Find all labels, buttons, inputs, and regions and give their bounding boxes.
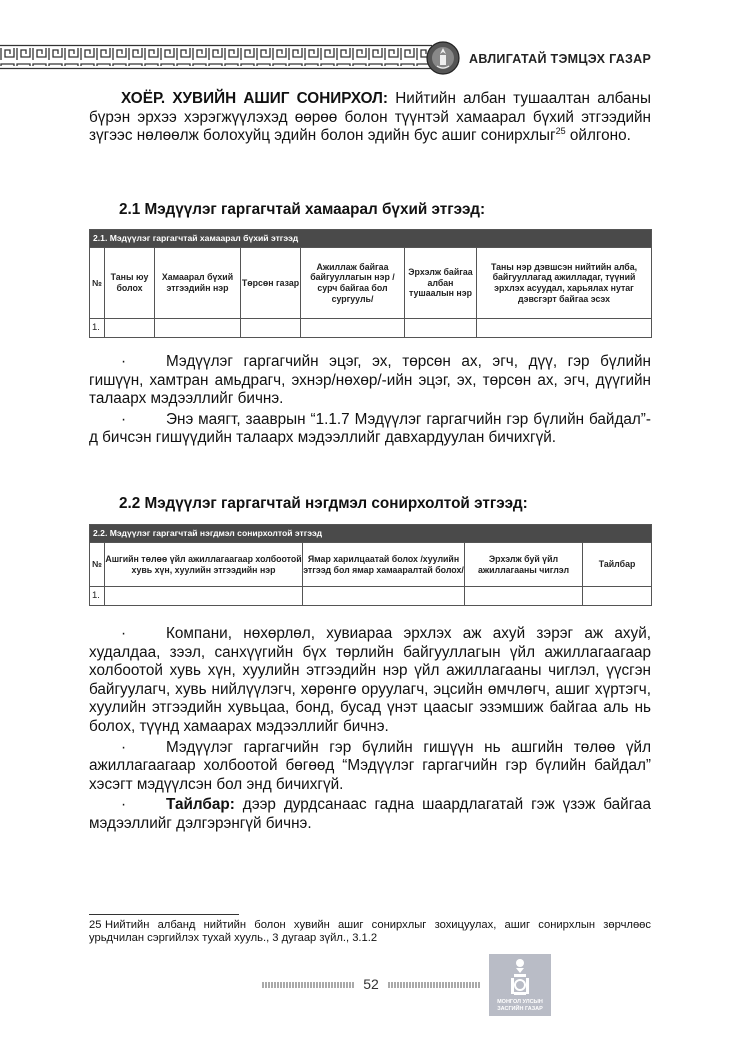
table-header-row <box>90 248 652 319</box>
footnote-divider <box>89 914 239 915</box>
header-cell: Ашгийн төлөө үйл ажиллагаагаар холбоотой хувь хүн, хуулийн этгээдийн нэр <box>105 543 303 587</box>
page-footer <box>262 976 480 994</box>
row-number: 1. <box>90 319 105 338</box>
table-row <box>90 587 652 606</box>
footnote-number: 25 <box>89 919 102 931</box>
input-cell[interactable] <box>583 587 652 606</box>
section-2-1-heading: 2.1 Мэдүүлэг гаргагчтай хамаарал бүхий этгээд: <box>119 201 486 218</box>
bullet-dot: · <box>121 738 127 756</box>
input-cell[interactable] <box>155 319 241 338</box>
intro-section <box>89 90 651 146</box>
intro-lead: ХОЁР. ХУВИЙН АШИГ СОНИРХОЛ: <box>121 90 389 107</box>
input-cell[interactable] <box>465 587 583 606</box>
section-2-1 <box>89 201 651 219</box>
page-number: 52 <box>363 976 379 992</box>
row-number: 1. <box>90 587 105 606</box>
footnote <box>89 919 651 945</box>
section-2-2 <box>89 495 651 513</box>
bullet-dot: · <box>121 353 127 370</box>
footnote-text: Нийтийн албанд нийтийн болон хувийн ашиг сонирхлыг зохицуулах, ашиг сонирхлын зөрчлөөс урьдчилан сэргийлэх тухай хууль., 3 дугаар зүйл., 3.1.2 <box>89 919 651 944</box>
header-cell: Эрхэлж байгаа албан тушаалын нэр <box>405 248 477 319</box>
bullet-dot: · <box>121 625 127 642</box>
table-2-2-caption: 2.2. Мэдүүлэг гаргагчтай нэгдмэл сонирхолтой этгээд <box>90 525 652 543</box>
page-rule-right <box>388 982 480 988</box>
state-emblem-icon <box>426 40 460 76</box>
government-logo-text <box>489 999 551 1012</box>
header-cell: Таны юу болох <box>105 248 155 319</box>
header-cell: Эрхэлж буй үйл ажиллагааны чиглэл <box>465 543 583 587</box>
footnote-ref[interactable]: 25 <box>555 126 566 137</box>
table-row <box>90 319 652 338</box>
note-label: Тайлбар: <box>166 796 235 814</box>
bullet-dot: · <box>121 796 127 814</box>
logo-line-2: ЗАСГИЙН ГАЗАР <box>497 1005 543 1012</box>
bullet-dot: · <box>121 410 127 428</box>
meander-pattern-icon <box>0 44 432 70</box>
header-cell: Ажиллаж байгаа байгууллагын нэр /сурч байгаа бол сургууль/ <box>301 248 405 319</box>
table-2-1-wrap <box>89 229 651 338</box>
page-rule-left <box>262 982 354 988</box>
input-cell[interactable] <box>301 319 405 338</box>
agency-name: АВЛИГАТАЙ ТЭМЦЭХ ГАЗАР <box>469 52 652 66</box>
list-item <box>89 353 651 409</box>
header-cell: № <box>90 248 105 319</box>
intro-paragraph <box>89 90 651 146</box>
header-cell: Ямар харилцаатай болох /хуулийн этгээд бол ямар хамааралтай болох/ <box>303 543 465 587</box>
intro-text: Нийтийн албан тушаалтан албаны бүрэн эрхээ хэрэгжүүлэхэд өөрөө болон түүнтэй хамаарал бүхий этгээдийн зүгээс нөлөөлж болохуйц эдийн болон эдийн бус ашиг сонирхлыг <box>89 90 651 145</box>
government-logo <box>489 954 551 1016</box>
logo-line-1: МОНГОЛ УЛСЫН <box>497 999 543 1005</box>
header-cell: Төрсөн газар <box>241 248 301 319</box>
section-2-1-bullets <box>89 353 651 448</box>
input-cell[interactable] <box>477 319 652 338</box>
bullet-text: Компани, нөхөрлөл, хувиараа эрхлэх аж ахуй зэрэг аж ахуй, худалдаа, зээл, санхүүгийн бүх төрлийн байгууллагын үйл ажиллагаагаар холбоотой хувь хүн, хуулийн этгээдийн нэр үйл ажиллагааны чиглэл, үүсгэн байгуулагч, хувь нийлүүлэгч, хөрөнгө оруулагч, эцсийн өмчлөгч, ашиг хүртэгч, хуулийн этгээдийн хувьцаа, бонд, бусад үнэт цаасыг эзэмшиж байгаа аль нь болох, түүнд хамаарах мэдээллийг бичнэ. <box>89 625 651 735</box>
header-ornament-band <box>0 44 432 70</box>
input-cell[interactable] <box>105 587 303 606</box>
table-2-1-caption: 2.1. Мэдүүлэг гаргагчтай хамаарал бүхий этгээд <box>90 230 652 248</box>
list-item <box>89 625 651 737</box>
bullet-text: Мэдүүлэг гаргагчийн гэр бүлийн гишүүн нь ашгийн төлөө үйл ажиллагаагаар холбоотой бөгөөд “Мэдүүлэг гаргагчийн гэр бүлийн байдал” хэсэгт мэдүүлсэн бол энд бичихгүй. <box>89 738 651 793</box>
header-cell: Тайлбар <box>583 543 652 587</box>
table-2-2-wrap <box>89 524 651 606</box>
header-cell: № <box>90 543 105 587</box>
input-cell[interactable] <box>405 319 477 338</box>
bullet-text: Энэ маягт, зааврын “1.1.7 Мэдүүлэг гаргагчийн гэр бүлийн байдал”-д бичсэн гишүүдийн талаарх мэдээллийг давхардуулан бичихгүй. <box>89 410 651 447</box>
header-cell: Хамаарал бүхий этгээдийн нэр <box>155 248 241 319</box>
list-item <box>89 739 651 795</box>
note-text: дээр дурдсанаас гадна шаардлагатай гэж үзэж байгаа мэдээллийг дэлгэрэнгүй бичнэ. <box>89 796 651 832</box>
input-cell[interactable] <box>303 587 465 606</box>
list-item <box>89 411 651 448</box>
input-cell[interactable] <box>241 319 301 338</box>
note-item <box>89 796 651 833</box>
bullet-text: Мэдүүлэг гаргагчийн эцэг, эх, төрсөн ах, эгч, дүү, гэр бүлийн гишүүн, хамтран амьдрагч, эхнэр/нөхөр/-ийн эцэг, эх, төрсөн ах, эгч, дүүгийн талаарх мэдээллийг бичнэ. <box>89 353 651 408</box>
table-2-2 <box>89 524 652 606</box>
soyombo-icon <box>489 954 551 998</box>
section-2-2-heading: 2.2 Мэдүүлэг гаргагчтай нэгдмэл сонирхолтой этгээд: <box>119 495 528 512</box>
table-2-1 <box>89 229 652 338</box>
intro-text-end: ойлгоно. <box>565 127 631 145</box>
header-cell: Таны нэр дэвшсэн нийтийн алба, байгууллагад ажилладаг, түүний эрхлэх асуудал, харьялах нутаг дэвсгэрт байгаа эсэх <box>477 248 652 319</box>
input-cell[interactable] <box>105 319 155 338</box>
section-2-2-bullets <box>89 625 651 834</box>
table-header-row <box>90 543 652 587</box>
